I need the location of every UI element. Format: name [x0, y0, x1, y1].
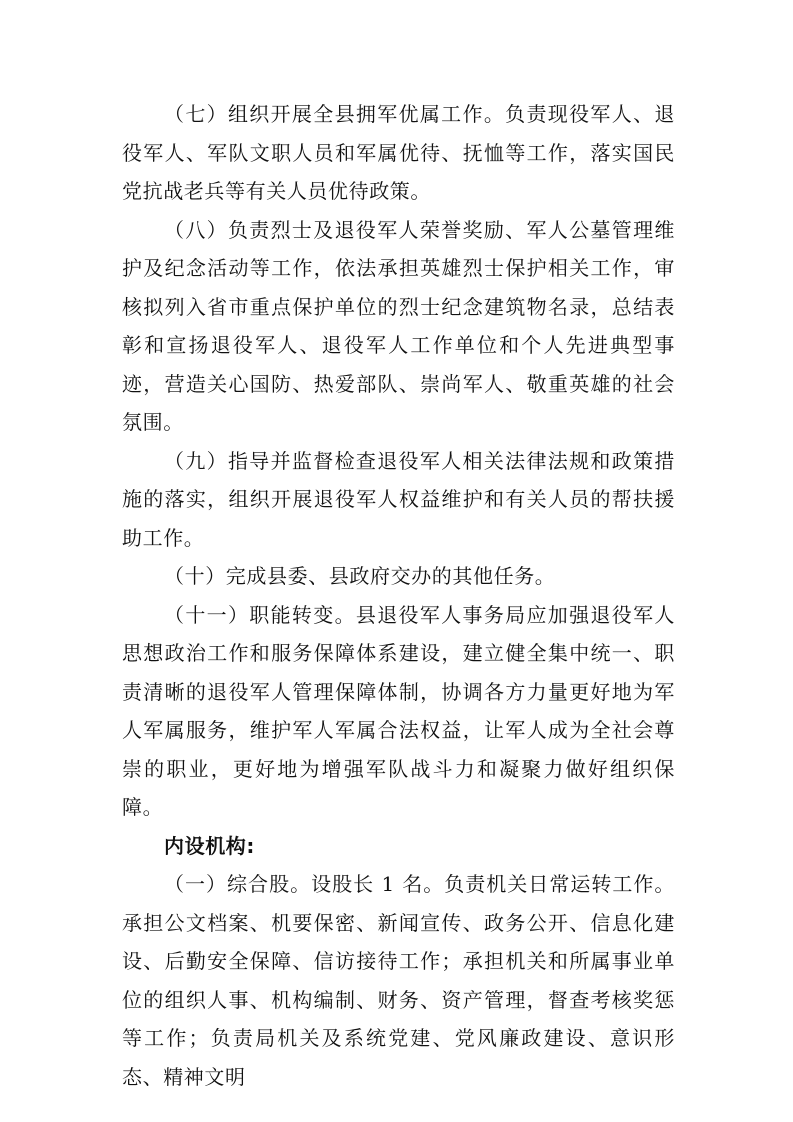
- section-paragraph-1: （一）综合股。设股长 1 名。负责机关日常运转工作。 承担公文档案、机要保密、新闻宣传、政务公开、信息化建设、后勤安全保障、信访接待工作；承担机关和所属事业单位的组织人事、机构编制、财务、资产管理，督查考核奖惩等工作；负责局机关及系统党建、党风廉政建设、意识形态、精神文明: [122, 872, 675, 1089]
- paragraph-item-9: （九）指导并监督检查退役军人相关法律法规和政策措施的落实，组织开展退役军人权益维护和有关人员的帮扶援助工作。: [122, 448, 675, 550]
- paragraph-item-11: （十一）职能转变。县退役军人事务局应加强退役军人思想政治工作和服务保障体系建设，建立健全集中统一、职责清晰的退役军人管理保障体制，协调各方力量更好地为军人军属服务，维护军人军属合法权益，让军人成为全社会尊崇的职业，更好地为增强军队战斗力和凝聚力做好组织保障。: [122, 602, 675, 819]
- section-heading: 内设机构:: [164, 833, 255, 858]
- paragraph-item-7: （七）组织开展全县拥军优属工作。负责现役军人、退役军人、军队文职人员和军属优待、抚恤等工作，落实国民党抗战老兵等有关人员优待政策。: [122, 102, 675, 203]
- document-body: [122, 95, 675, 1096]
- paragraph-item-10: （十）完成县委、县政府交办的其他任务。: [164, 564, 556, 588]
- paragraph-item-8: （八）负责烈士及退役军人荣誉奖励、军人公墓管理维护及纪念活动等工作，依法承担英雄烈士保护相关工作，审核拟列入省市重点保护单位的烈士纪念建筑物名录，总结表彰和宣扬退役军人、退役军人工作单位和个人先进典型事迹，营造关心国防、热爱部队、崇尚军人、敬重英雄的社会氛围。: [122, 217, 675, 434]
